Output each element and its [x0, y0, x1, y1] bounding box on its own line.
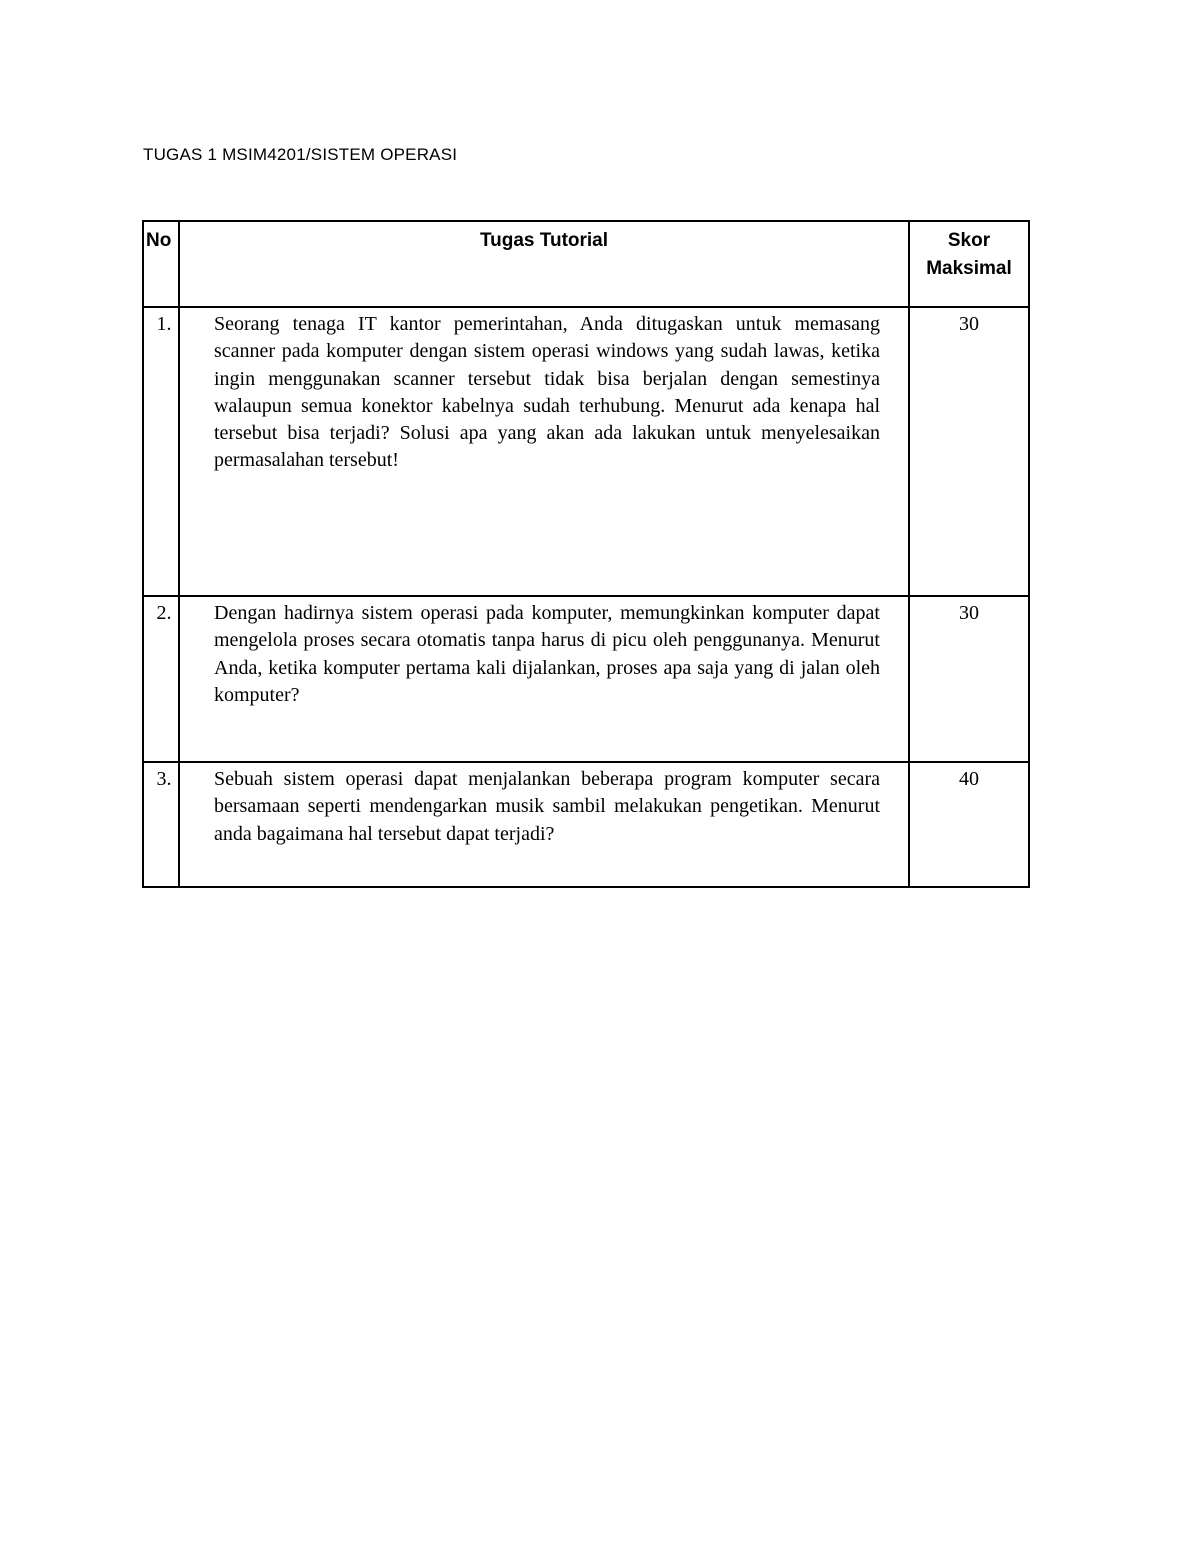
- row-number: 3.: [143, 762, 179, 887]
- table-row: [143, 307, 1029, 596]
- table-row: [143, 596, 1029, 762]
- table-row: [143, 762, 1029, 887]
- header-score: [909, 221, 1029, 307]
- header-task: Tugas Tutorial: [179, 221, 909, 307]
- max-score: 40: [909, 762, 1029, 887]
- header-score-line2: Maksimal: [926, 258, 1012, 279]
- header-score-line1: Skor: [947, 230, 991, 251]
- row-number: 2.: [143, 596, 179, 762]
- document-title: TUGAS 1 MSIM4201/SISTEM OPERASI: [143, 145, 458, 164]
- table-header-row: [143, 221, 1029, 307]
- row-number: 1.: [143, 307, 179, 596]
- max-score: 30: [909, 596, 1029, 762]
- header-no: No: [143, 221, 179, 307]
- task-text: Sebuah sistem operasi dapat menjalankan beberapa program komputer secara bersamaan seperti mendengarkan musik sambil melakukan pengetikan. Menurut anda bagaimana hal tersebut dapat terjadi?: [179, 762, 909, 887]
- task-table: [142, 220, 1030, 888]
- max-score: 30: [909, 307, 1029, 596]
- task-text: Seorang tenaga IT kantor pemerintahan, Anda ditugaskan untuk memasang scanner pada komputer dengan sistem operasi windows yang sudah lawas, ketika ingin menggunakan scanner tersebut tidak bisa berjalan dengan semestinya walaupun semua konektor kabelnya sudah terhubung. Menurut ada kenapa hal tersebut bisa terjadi? Solusi apa yang akan ada lakukan untuk menyelesaikan permasalahan tersebut!: [179, 307, 909, 596]
- task-text: Dengan hadirnya sistem operasi pada komputer, memungkinkan komputer dapat mengelola proses secara otomatis tanpa harus di picu oleh penggunanya. Menurut Anda, ketika komputer pertama kali dijalankan, proses apa saja yang di jalan oleh komputer?: [179, 596, 909, 762]
